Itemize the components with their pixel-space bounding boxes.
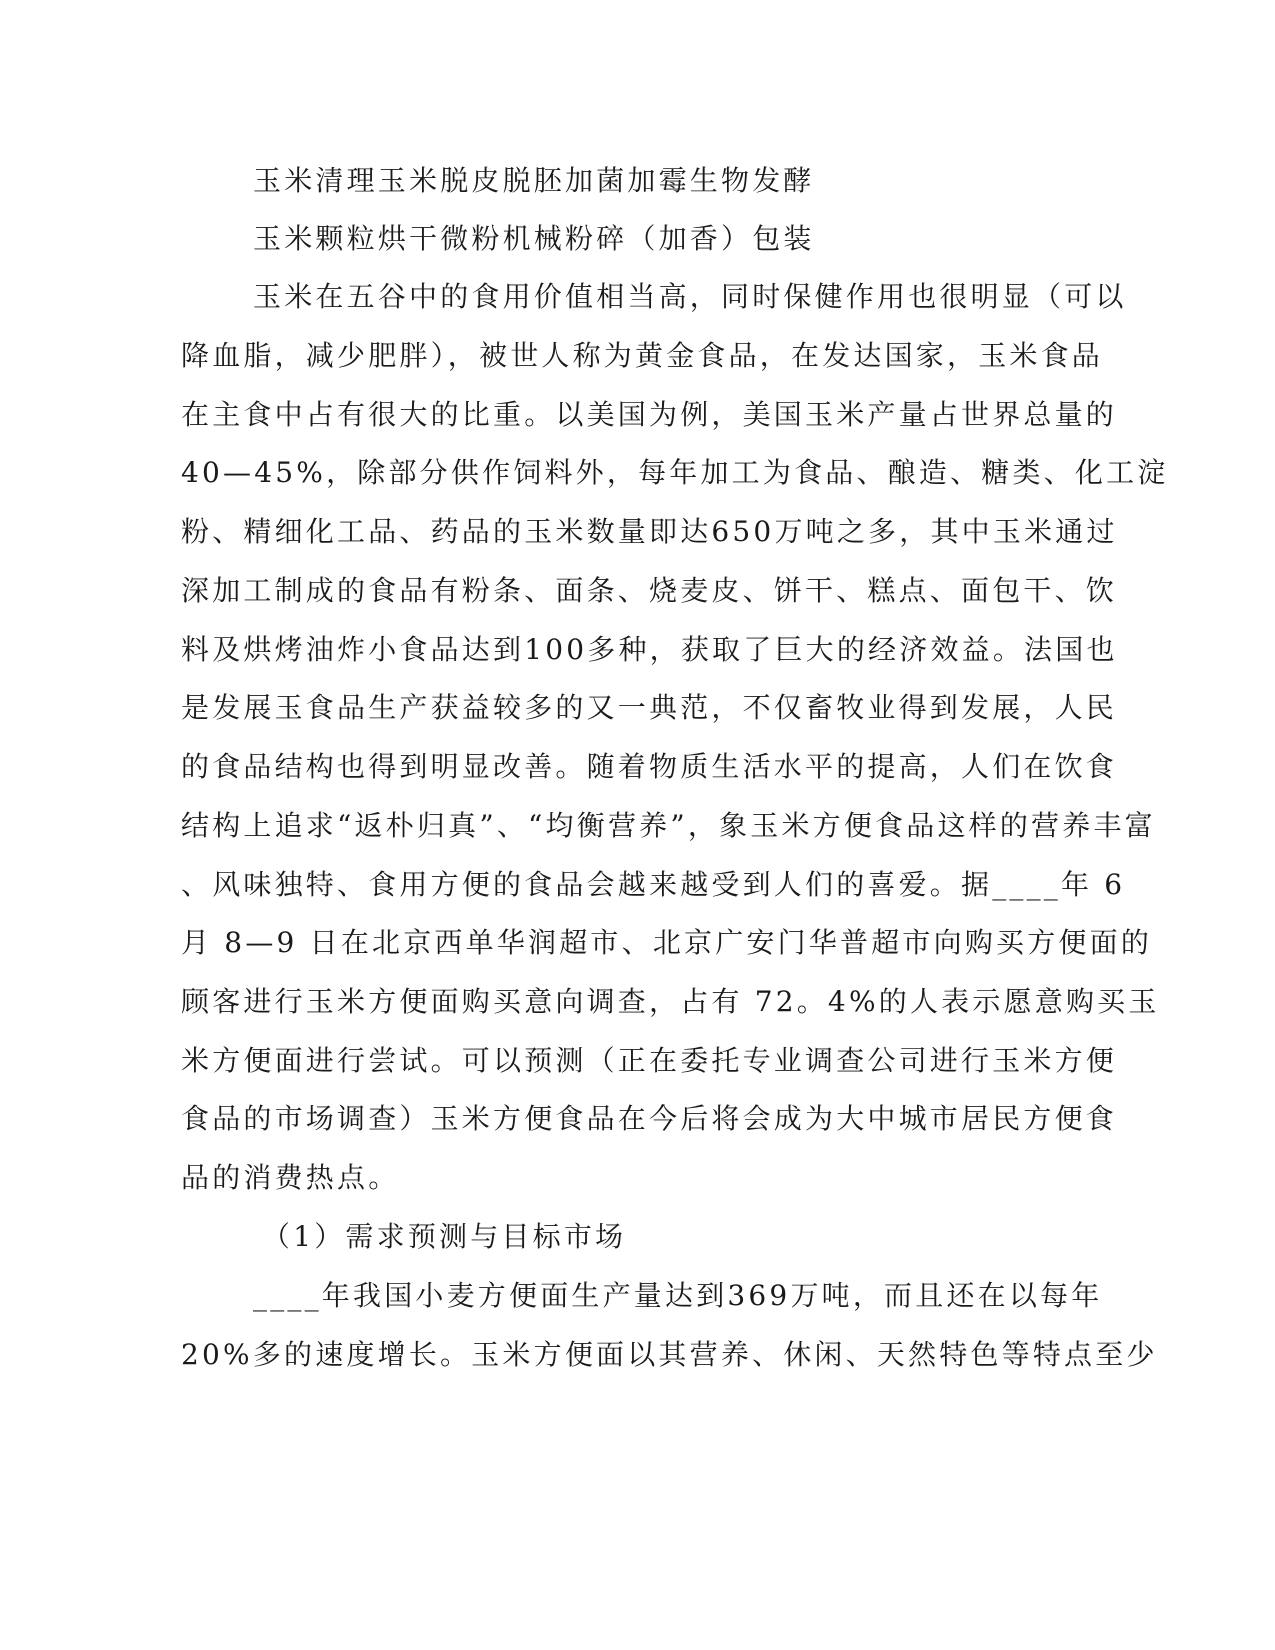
paragraph-line: 结构上追求“返朴归真”、“均衡营养”，象玉米方便食品这样的营养丰富	[181, 809, 1156, 842]
process-flow-line-2: 玉米颗粒烘干微粉机械粉碎（加香）包装	[253, 222, 815, 255]
paragraph-line: 品的消费热点。	[181, 1161, 400, 1194]
paragraph-line: 食品的市场调查）玉米方便食品在今后将会成为大中城市居民方便食	[181, 1102, 1118, 1135]
paragraph-line: ____年我国小麦方便面生产量达到369万吨，而且还在以每年	[253, 1279, 1103, 1312]
paragraph-line: 深加工制成的食品有粉条、面条、烧麦皮、饼干、糕点、面包干、饮	[181, 574, 1118, 607]
paragraph-line: 20%多的速度增长。玉米方便面以其营养、休闲、天然特色等特点至少	[181, 1338, 1158, 1371]
section-heading: （1）需求预测与目标市场	[262, 1220, 627, 1253]
paragraph-line: 、风味独特、食用方便的食品会越来越受到人们的喜爱。据____年 6	[181, 868, 1126, 901]
paragraph-line: 降血脂，减少肥胖），被世人称为黄金食品，在发达国家，玉米食品	[181, 339, 1104, 372]
paragraph-line: 粉、精细化工品、药品的玉米数量即达650万吨之多，其中玉米通过	[181, 515, 1118, 548]
paragraph-line: 是发展玉食品生产获益较多的又一典范，不仅畜牧业得到发展，人民	[181, 691, 1118, 724]
paragraph-line: 40—45%，除部分供作饲料外，每年加工为食品、酿造、糖类、化工淀	[181, 456, 1169, 489]
process-flow-line-1: 玉米清理玉米脱皮脱胚加菌加霉生物发酵	[253, 164, 815, 197]
paragraph-line: 在主食中占有很大的比重。以美国为例，美国玉米产量占世界总量的	[181, 398, 1118, 431]
paragraph-line: 顾客进行玉米方便面购买意向调查，占有 72。4%的人表示愿意购买玉	[181, 985, 1160, 1018]
paragraph-line: 米方便面进行尝试。可以预测（正在委托专业调查公司进行玉米方便	[181, 1044, 1118, 1077]
paragraph-line: 的食品结构也得到明显改善。随着物质生活水平的提高，人们在饮食	[181, 750, 1118, 783]
paragraph-line: 料及烘烤油炸小食品达到100多种，获取了巨大的经济效益。法国也	[181, 633, 1118, 666]
paragraph-line: 玉米在五谷中的食用价值相当高，同时保健作用也很明显（可以	[253, 280, 1127, 313]
paragraph-line: 月 8—9 日在北京西单华润超市、北京广安门华普超市向购买方便面的	[181, 926, 1153, 959]
